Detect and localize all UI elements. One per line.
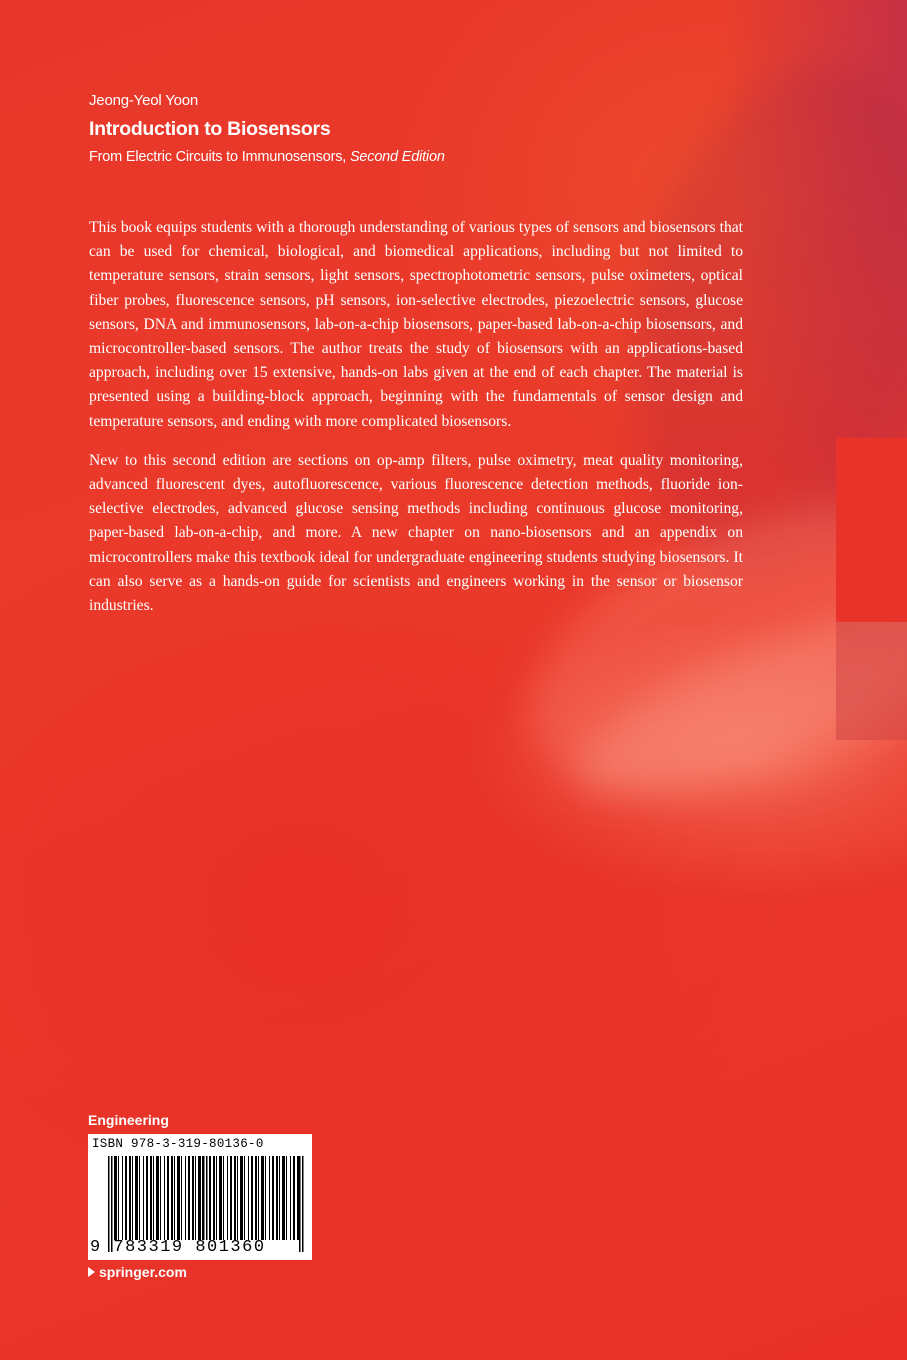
publisher-link-text: springer.com bbox=[99, 1264, 187, 1280]
barcode-digits: 9 783319 801360 bbox=[90, 1238, 266, 1257]
subtitle-text: From Electric Circuits to Immunosensors, bbox=[89, 149, 347, 165]
spine-color-band bbox=[836, 622, 907, 740]
edition-text: Second Edition bbox=[349, 149, 445, 165]
arrow-right-icon bbox=[88, 1267, 95, 1277]
spine-color-band bbox=[836, 438, 907, 622]
publisher-link[interactable] bbox=[88, 1264, 187, 1280]
book-description bbox=[89, 216, 743, 633]
author-name: Jeong-Yeol Yoon bbox=[89, 92, 199, 109]
book-title: Introduction to Biosensors bbox=[89, 118, 331, 140]
book-subtitle bbox=[89, 149, 445, 165]
cover-header bbox=[89, 92, 445, 165]
isbn-barcode bbox=[88, 1134, 312, 1260]
description-paragraph: This book equips students with a thorough understanding of various types of sensors and biosensors that can be used for chemical, biological, and biomedical applications, including but not limited to temperature sensors, strain sensors, light sensors, spectrophotometric sensors, pulse oximeters, optical fiber probes, fluorescence sensors, pH sensors, ion-selective electrodes, piezoelectric sensors, glucose sensors, DNA and immunosensors, lab-on-a-chip biosensors, paper-based lab-on-a-chip biosensors, and microcontroller-based sensors. The author treats the study of biosensors with an applications-based approach, including over 15 extensive, hands-on labs given at the end of each chapter. The material is presented using a building-block approach, beginning with the fundamentals of sensor design and temperature sensors, and ending with more complicated biosensors. bbox=[89, 219, 743, 430]
isbn-label: ISBN 978-3-319-80136-0 bbox=[92, 1137, 264, 1151]
description-paragraph: New to this second edition are sections on op-amp filters, pulse oximetry, meat quality monitoring, advanced fluorescent dyes, autofluorescence, various fluorescence detection methods, fluoride ion-selective electrodes, advanced glucose sensing methods including continuous glucose monitoring, paper-based lab-on-a-chip, and more. A new chapter on nano-biosensors and an appendix on microcontrollers make this textbook ideal for undergraduate engineering students studying biosensors. It can also serve as a hands-on guide for scientists and engineers working in the sensor or biosensor industries. bbox=[89, 451, 743, 615]
subject-category: Engineering bbox=[88, 1112, 169, 1128]
